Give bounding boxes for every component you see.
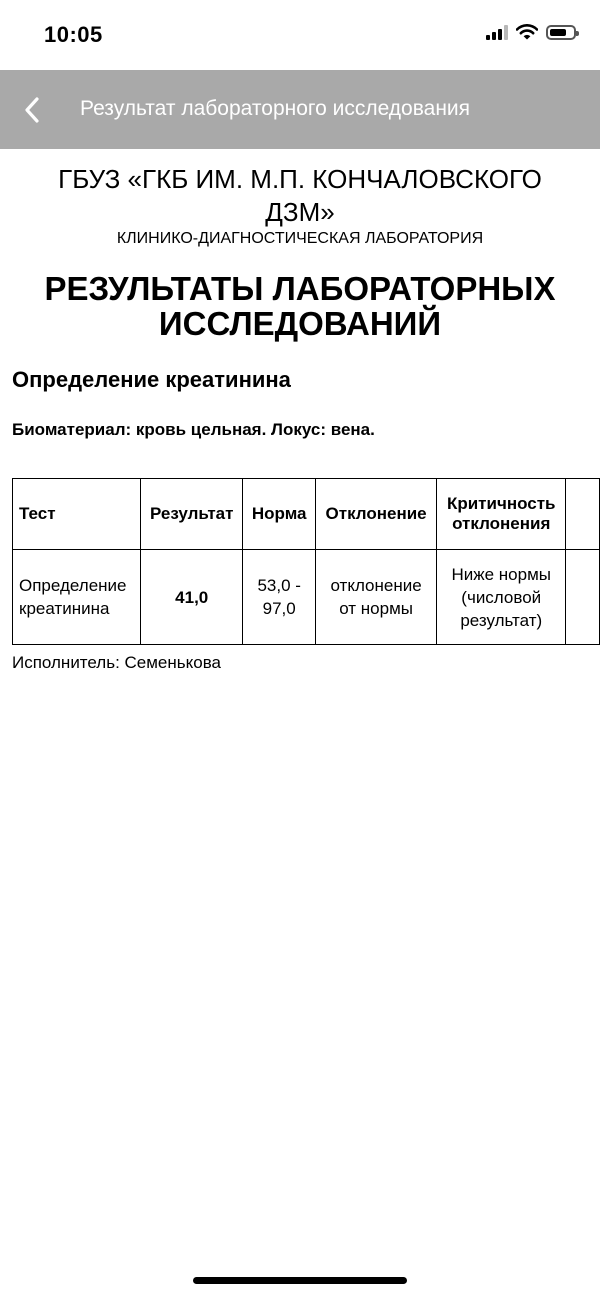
status-time: 10:05 (44, 22, 103, 47)
header-result: Результат (141, 479, 243, 550)
signal-icon (486, 24, 508, 40)
header-test: Тест (13, 479, 141, 550)
nav-title: Результат лабораторного исследования (80, 97, 471, 120)
home-indicator[interactable] (193, 1277, 407, 1284)
organization-name: ГБУЗ «ГКБ ИМ. М.П. КОНЧАЛОВСКОГО ДЗМ» (58, 164, 542, 227)
back-button[interactable] (18, 92, 48, 128)
cell-result: 41,0 (141, 550, 243, 645)
cell-norm: 53,0 - 97,0 (243, 550, 315, 645)
cell-test: Определение креатинина (13, 550, 141, 645)
cell-criticality: Ниже нормы (числовой результат) (437, 550, 566, 645)
header-criticality: Критичность отклонения (437, 479, 566, 550)
cell-extra (566, 550, 600, 645)
header-norm: Норма (243, 479, 315, 550)
document-title: РЕЗУЛЬТАТЫ ЛАБОРАТОРНЫХ ИССЛЕДОВАНИЙ (44, 270, 556, 342)
cell-deviation: отклонение от нормы (315, 550, 436, 645)
header-deviation: Отклонение (315, 479, 436, 550)
status-icons (486, 24, 576, 40)
chevron-left-icon (18, 92, 48, 128)
battery-icon (546, 25, 576, 40)
laboratory-name: КЛИНИКО-ДИАГНОСТИЧЕСКАЯ ЛАБОРАТОРИЯ (116, 230, 484, 247)
header-extra (566, 479, 600, 550)
table-header-row (13, 479, 600, 550)
wifi-icon (516, 24, 538, 40)
status-bar (0, 0, 600, 70)
nav-bar (0, 70, 600, 149)
biomaterial-info: Биоматериал: кровь цельная. Локус: вена. (12, 420, 375, 439)
test-heading: Определение креатинина (12, 367, 291, 392)
table-row (13, 550, 600, 645)
results-table (12, 478, 600, 645)
executor-info: Исполнитель: Семенькова (12, 653, 222, 672)
